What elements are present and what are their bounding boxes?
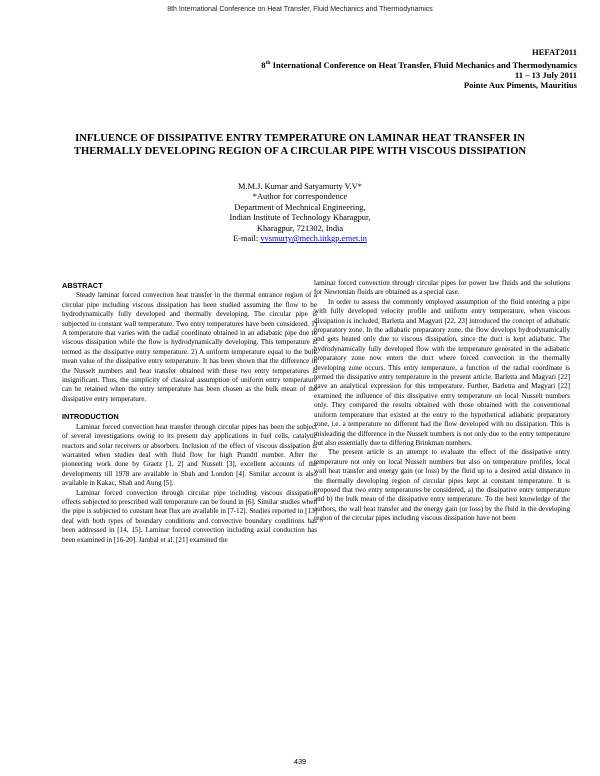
right-column [314, 279, 570, 524]
author-block [150, 182, 450, 244]
paper-title: INFLUENCE OF DISSIPATIVE ENTRY TEMPERATURE ON LAMINAR HEAT TRANSFER IN THERMALLY DEVELOPING REGION OF A CIRCULAR PIPE WITH VISCOUS DISSIPATION [73, 133, 527, 157]
correspondence-note: *Author for correspondence [252, 192, 348, 202]
email-link[interactable]: vvsmurty@mech.iitkgp.ernet.in [260, 234, 367, 244]
running-head: 8th International Conference on Heat Transfer, Fluid Mechanics and Thermodynamics [167, 6, 433, 13]
email-label: E-mail: [233, 234, 259, 244]
conference-name: International Conference on Heat Transfer, Fluid Mechanics and Thermodynamics [272, 59, 577, 70]
introduction-heading: INTRODUCTION [62, 412, 119, 422]
left-column [62, 281, 317, 545]
author-city: Kharagpur, 721302, India [256, 223, 344, 233]
conference-location: Pointe Aux Piments, Mauritius [463, 80, 577, 91]
author-names: M.M.J. Kumar and Satyamurty V.V* [238, 182, 362, 191]
conference-ordinal: 8 [261, 59, 266, 70]
page-number: 439 [293, 757, 307, 766]
intro-paragraph: Laminar forced convection heat transfer through circular pipes has been the subject of several investigations owing to its present day applications in fuel cells, catalytic reactors and solar receivers or absorbers. Inclusion of the effect of viscous dissipation is warranted when studies deal with fluid flow for high Prandtl number. After the pioneering work done by Graetz [1, 2] and Nusselt [3], excellent accounts of the developments till 1978 are available in Shah and London [4]. Similar account is also available in Kakac, Shah and Aung [5]. [62, 422, 317, 488]
abstract-text: Steady laminar forced convection heat transfer in the thermal entrance region of a circular pipe including viscous dissipation has been studied assuming the flow to be hydrodynamically fully developed and thermally developing. The circular pipe is subjected to constant wall temperature. Two entry temperatures have been considered. 1) A temperature that varies with the radial coordinate obtained in an adiabatic pipe due to viscous dissipation while the flow is hydrodynamically developing. This temperature is termed as the dissipative entry temperature. 2) A uniform temperature equal to the bulk mean value of the dissipative entry temperature. It has been shown that the difference in the Nusselt numbers and heat transfer obtained with these two entry temperatures is insignificant. Thus, the simplicity of classical assumption of uniform entry temperature can be retained when the entry temperature has been chosen as the bulk mean of the dissipative entry temperature. [62, 291, 317, 403]
conference-code: HEFAT2011 [531, 47, 577, 57]
conference-dates: 11 – 13 July 2011 [514, 69, 577, 80]
email-line [150, 234, 450, 244]
author-institute: Indian Institute of Technology Kharagpur, [229, 213, 371, 223]
intro-paragraph: laminar forced convection through circular pipes for power law fluids and the solutions for Newtonian fluids are obtained as a special case. [314, 279, 570, 297]
conference-name-line [261, 58, 577, 70]
intro-paragraph: In order to assess the commonly employed assumption of the fluid entering a pipe with fully developed velocity profile and uniform entry temperature, when viscous dissipation is included, Barletta and Magyari [22, 23] introduced the concept of adiabatic preparatory zone. In the adiabatic preparatory zone, the flow develops hydrodynamically and gets heated only due to viscous dissipation, since the duct is kept adiabatic. The hydrodynamically fully developed flow with the temperature generated in the adiabatic preparatory zone now enters the duct where forced convection in the thermally developing zone occurs. This entry temperature, a function of the radial coordinate is termed the dissipative entry temperature in the present article. Barletta and Magyari [22] gave an analytical expression for this temperature. Further, Barletta and Magyari [22] examined the influence of this dissipative entry temperature on local Nusselt numbers only. They compared the results obtained with those obtained with the conventional uniform temperature that existed at the entry to the hypothetical adiabatic preparatory zone, i.e. a temperature no different had the flow developed with no dissipation. This is misleading the difference in the Nusselt numbers is not only due to the entry temperature but also essentially due to differing Brinkman numbers. [314, 297, 570, 447]
intro-paragraph: Laminar forced convection through circular pipe including viscous dissipation effects subjected to prescribed wall temperature can be found in [6]. Similar studies when the pipe is subjected to constant heat flux are available in [7-12]. Studies reported in [13] deal with both types of boundary conditions and convective boundary conditions has been addressed in [14, 15]. Laminar forced convection including axial conduction has been examined in [16-20]. Jambal et al. [21] examined the [62, 488, 317, 544]
author-department: Department of Mechnical Engineering, [234, 202, 366, 212]
intro-paragraph: The present article is an attempt to evaluate the effect of the dissipative entry temperature not only on local Nusselt numbers but also on temperature profiles, local wall heat transfer and energy gain (or loss) by the fluid up to a desired axial distance in the thermally developing region of circular pipes kept at constant temperature. It is proposed that two entry temperatures be considered, a) the dissipative entry temperature and b) the bulk mean of the dissipative entry temperature. To the best knowledge of the authors, the wall heat transfer and the energy gain (or loss) by the fluid in the developing region of the circular pipes including viscous dissipation have not been [314, 448, 570, 523]
abstract-heading: ABSTRACT [62, 281, 103, 290]
conference-block [261, 47, 577, 91]
conference-ordinal-suffix: th [265, 59, 271, 66]
